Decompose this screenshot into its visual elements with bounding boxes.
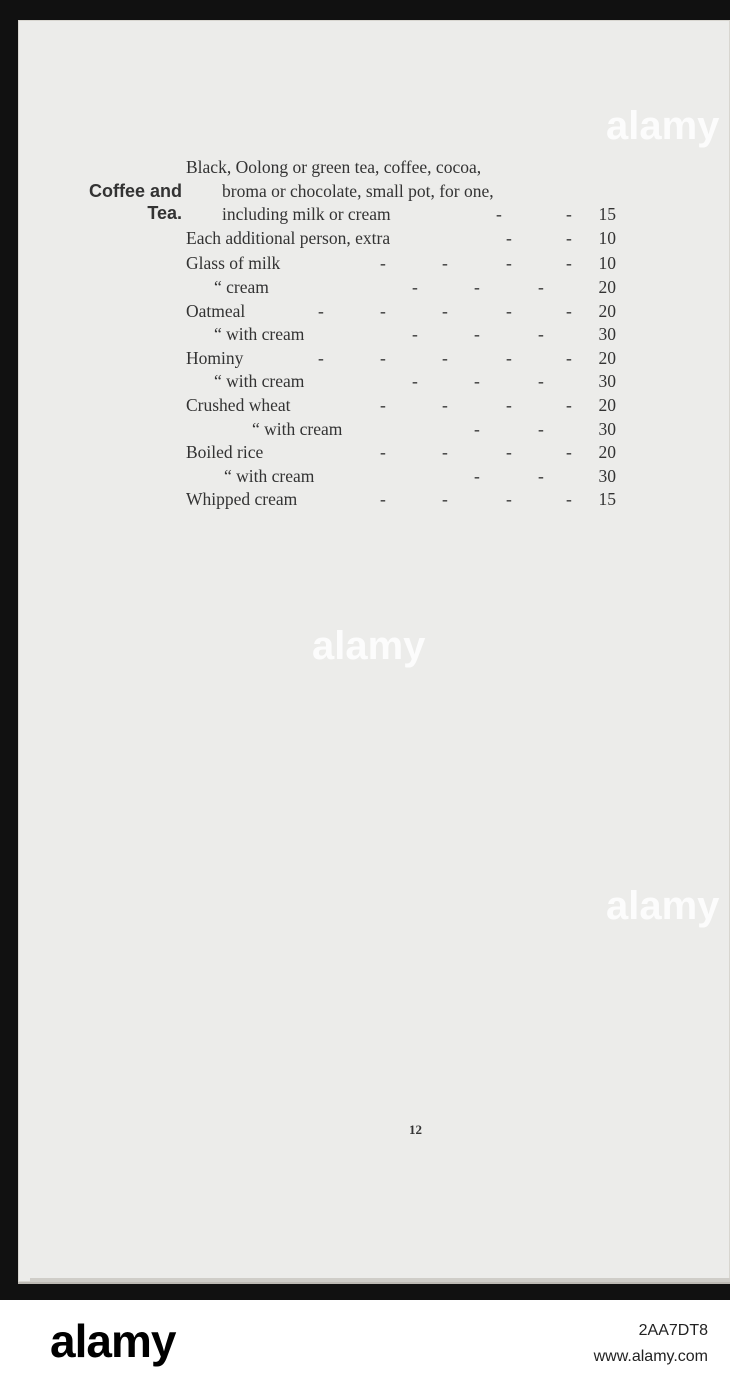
menu-row (186, 252, 616, 276)
menu-row (186, 180, 616, 204)
leader-dash: - (474, 276, 480, 297)
menu-row (186, 488, 616, 512)
menu-item-price: 30 (598, 371, 616, 392)
menu-item-price: 10 (598, 227, 616, 248)
section-heading (89, 180, 182, 224)
leader-dash: - (566, 489, 572, 510)
leader-dash: - (380, 300, 386, 321)
footer-bar (0, 1300, 730, 1390)
leader-dash: - (538, 276, 544, 297)
page-edge (30, 1278, 730, 1282)
leader-dash: - (380, 442, 386, 463)
leader-dash: - (442, 394, 448, 415)
leader-dash: - (566, 204, 572, 225)
menu-row (186, 203, 616, 227)
menu-item-price: 10 (598, 253, 616, 274)
menu-row (186, 441, 616, 465)
menu-item-name: “ cream (214, 276, 269, 297)
leader-dash: - (566, 394, 572, 415)
footer-logo: alamy (50, 1315, 176, 1367)
menu-item-name: “ with cream (224, 465, 315, 486)
menu-item-name: “ with cream (214, 324, 305, 345)
menu-item-name: Each additional person, extra (186, 227, 391, 248)
leader-dash: - (318, 347, 324, 368)
leader-dash: - (474, 371, 480, 392)
menu-item-price: 30 (598, 324, 616, 345)
leader-dash: - (412, 371, 418, 392)
leader-dash: - (474, 418, 480, 439)
menu-row (186, 418, 616, 442)
menu-item-name: “ with cream (252, 418, 343, 439)
leader-dash: - (506, 489, 512, 510)
leader-dash: - (380, 489, 386, 510)
menu-item-name: Whipped cream (186, 489, 298, 510)
leader-dash: - (442, 347, 448, 368)
leader-dash: - (506, 394, 512, 415)
menu-item-price: 15 (598, 489, 616, 510)
menu-row (186, 300, 616, 324)
menu-item-price: 20 (598, 276, 616, 297)
leader-dash: - (474, 465, 480, 486)
leader-dash: - (566, 300, 572, 321)
image-id: 2AA7DT8 (638, 1322, 708, 1339)
menu-row (186, 394, 616, 418)
menu-item-price: 20 (598, 394, 616, 415)
leader-dash: - (538, 418, 544, 439)
leader-dash: - (538, 465, 544, 486)
leader-dash: - (506, 347, 512, 368)
menu-item-price: 30 (598, 465, 616, 486)
leader-dash: - (566, 253, 572, 274)
leader-dash: - (412, 276, 418, 297)
watermark: alamy (606, 104, 720, 148)
menu-item-name: “ with cream (214, 371, 305, 392)
menu-row (186, 156, 616, 180)
menu-row (186, 347, 616, 371)
leader-dash: - (442, 253, 448, 274)
leader-dash: - (538, 324, 544, 345)
menu-item-price: 30 (598, 418, 616, 439)
leader-dash: - (566, 347, 572, 368)
menu-list (186, 156, 616, 512)
menu-item-name: Black, Oolong or green tea, coffee, cocoa, (186, 157, 482, 177)
leader-dash: - (496, 204, 502, 225)
leader-dash: - (506, 227, 512, 248)
menu-item-price: 20 (598, 442, 616, 463)
section-heading-line-1: Coffee and (88, 181, 182, 201)
leader-dash: - (442, 489, 448, 510)
menu-item-name: Boiled rice (186, 442, 264, 463)
watermark: alamy (312, 624, 426, 668)
menu-item-name: including milk or cream (222, 204, 391, 225)
menu-item-price: 20 (598, 347, 616, 368)
leader-dash: - (442, 442, 448, 463)
menu-item-name: Crushed wheat (186, 394, 291, 415)
menu-item-name: Oatmeal (186, 300, 246, 321)
menu-row (186, 276, 616, 300)
leader-dash: - (566, 227, 572, 248)
leader-dash: - (506, 300, 512, 321)
menu-item-name: Glass of milk (186, 253, 281, 274)
menu-item-price: 20 (598, 300, 616, 321)
menu-item-name: broma or chocolate, small pot, for one, (222, 180, 494, 201)
menu-row (186, 227, 616, 251)
footer-url[interactable]: www.alamy.com (593, 1348, 708, 1365)
menu-row (186, 370, 616, 394)
section-heading-line-2: Tea. (147, 203, 182, 223)
leader-dash: - (412, 324, 418, 345)
watermark: alamy (606, 884, 720, 928)
leader-dash: - (506, 442, 512, 463)
menu-item-price: 15 (598, 204, 616, 225)
leader-dash: - (566, 442, 572, 463)
leader-dash: - (442, 300, 448, 321)
leader-dash: - (318, 300, 324, 321)
leader-dash: - (474, 324, 480, 345)
leader-dash: - (380, 253, 386, 274)
leader-dash: - (380, 347, 386, 368)
leader-dash: - (380, 394, 386, 415)
menu-row (186, 465, 616, 489)
leader-dash: - (538, 371, 544, 392)
page-number: 12 (409, 1122, 422, 1137)
menu-row (186, 323, 616, 347)
menu-item-name: Hominy (186, 347, 244, 368)
leader-dash: - (506, 253, 512, 274)
